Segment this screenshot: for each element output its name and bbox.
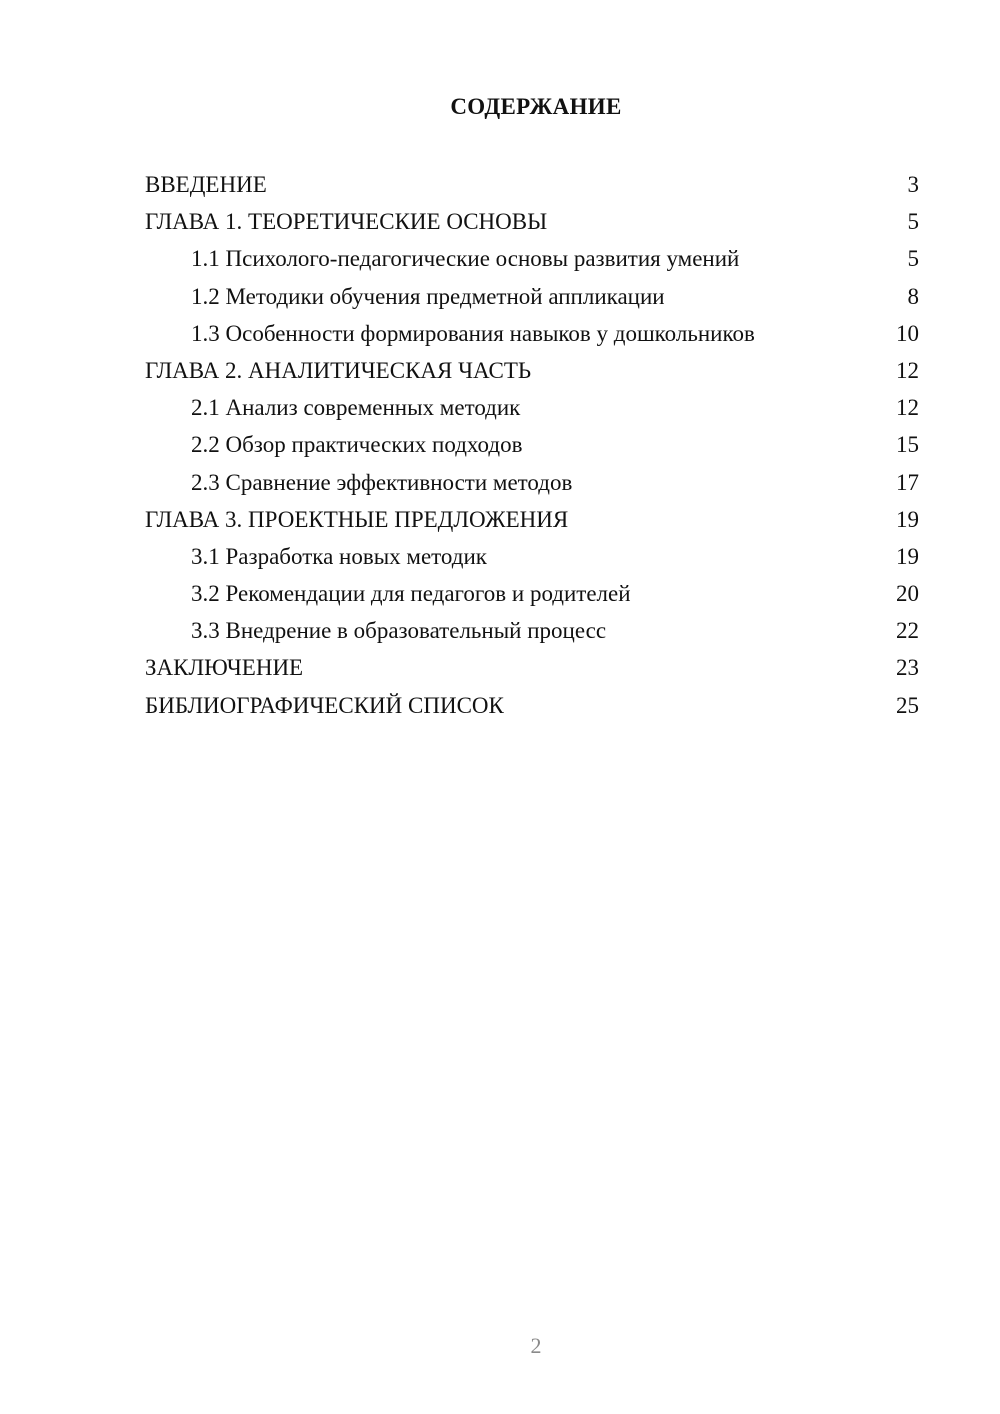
toc-entry-label: ГЛАВА 2. АНАЛИТИЧЕСКАЯ ЧАСТЬ xyxy=(145,357,532,383)
toc-entry-page: 12 xyxy=(896,357,919,383)
toc-entry-label: ЗАКЛЮЧЕНИЕ xyxy=(145,655,304,681)
toc-entry xyxy=(145,651,919,688)
toc-entry-label: 2.1 Анализ современных методик xyxy=(191,395,521,421)
toc-subentry xyxy=(145,242,919,279)
toc-subentry xyxy=(145,614,919,651)
toc-entry xyxy=(145,503,919,540)
toc-entry xyxy=(145,205,919,242)
page-number: 2 xyxy=(530,1333,542,1358)
toc-subentry xyxy=(145,466,919,503)
toc-entry-label: 3.1 Разработка новых методик xyxy=(191,543,487,569)
toc-entry-label: 3.2 Рекомендации для педагогов и родителей xyxy=(191,581,631,607)
toc-entry-page: 12 xyxy=(896,395,919,421)
toc-entry-page: 22 xyxy=(896,618,919,644)
toc-entry-page: 25 xyxy=(896,692,919,718)
toc-entry-label: 3.3 Внедрение в образовательный процесс xyxy=(191,618,607,644)
toc-entry-page: 10 xyxy=(896,320,919,346)
toc-entry xyxy=(145,689,919,726)
toc-entry-page: 19 xyxy=(896,506,919,532)
toc-entry-label: ГЛАВА 3. ПРОЕКТНЫЕ ПРЕДЛОЖЕНИЯ xyxy=(145,506,569,532)
toc-entry xyxy=(145,168,919,205)
toc-subentry xyxy=(145,317,919,354)
toc-entry-page: 20 xyxy=(896,581,919,607)
toc-entry-label: ГЛАВА 1. ТЕОРЕТИЧЕСКИЕ ОСНОВЫ xyxy=(145,209,548,235)
table-of-contents xyxy=(145,168,919,726)
toc-subentry xyxy=(145,391,919,428)
toc-entry-label: 2.2 Обзор практических подходов xyxy=(191,432,523,458)
toc-subentry xyxy=(145,540,919,577)
toc-entry-label: БИБЛИОГРАФИЧЕСКИЙ СПИСОК xyxy=(145,692,504,718)
toc-entry-page: 23 xyxy=(896,655,919,681)
toc-entry-label: 2.3 Сравнение эффективности методов xyxy=(191,469,573,495)
toc-subentry xyxy=(145,280,919,317)
toc-entry-label: 1.3 Особенности формирования навыков у дошкольников xyxy=(191,320,755,346)
toc-entry-page: 5 xyxy=(907,246,919,272)
toc-entry-page: 8 xyxy=(907,283,919,309)
page-title: СОДЕРЖАНИЕ xyxy=(450,94,622,119)
toc-entry-page: 17 xyxy=(896,469,919,495)
toc-entry xyxy=(145,354,919,391)
toc-subentry xyxy=(145,428,919,465)
toc-entry-page: 19 xyxy=(896,543,919,569)
toc-entry-page: 3 xyxy=(907,172,919,197)
toc-entry-page: 5 xyxy=(907,209,919,235)
toc-entry-page: 15 xyxy=(896,432,919,458)
toc-entry-label: ВВЕДЕНИЕ xyxy=(145,172,267,197)
toc-entry-label: 1.2 Методики обучения предметной аппликации xyxy=(191,283,665,309)
toc-entry-label: 1.1 Психолого-педагогические основы развития умений xyxy=(191,246,740,272)
toc-subentry xyxy=(145,577,919,614)
